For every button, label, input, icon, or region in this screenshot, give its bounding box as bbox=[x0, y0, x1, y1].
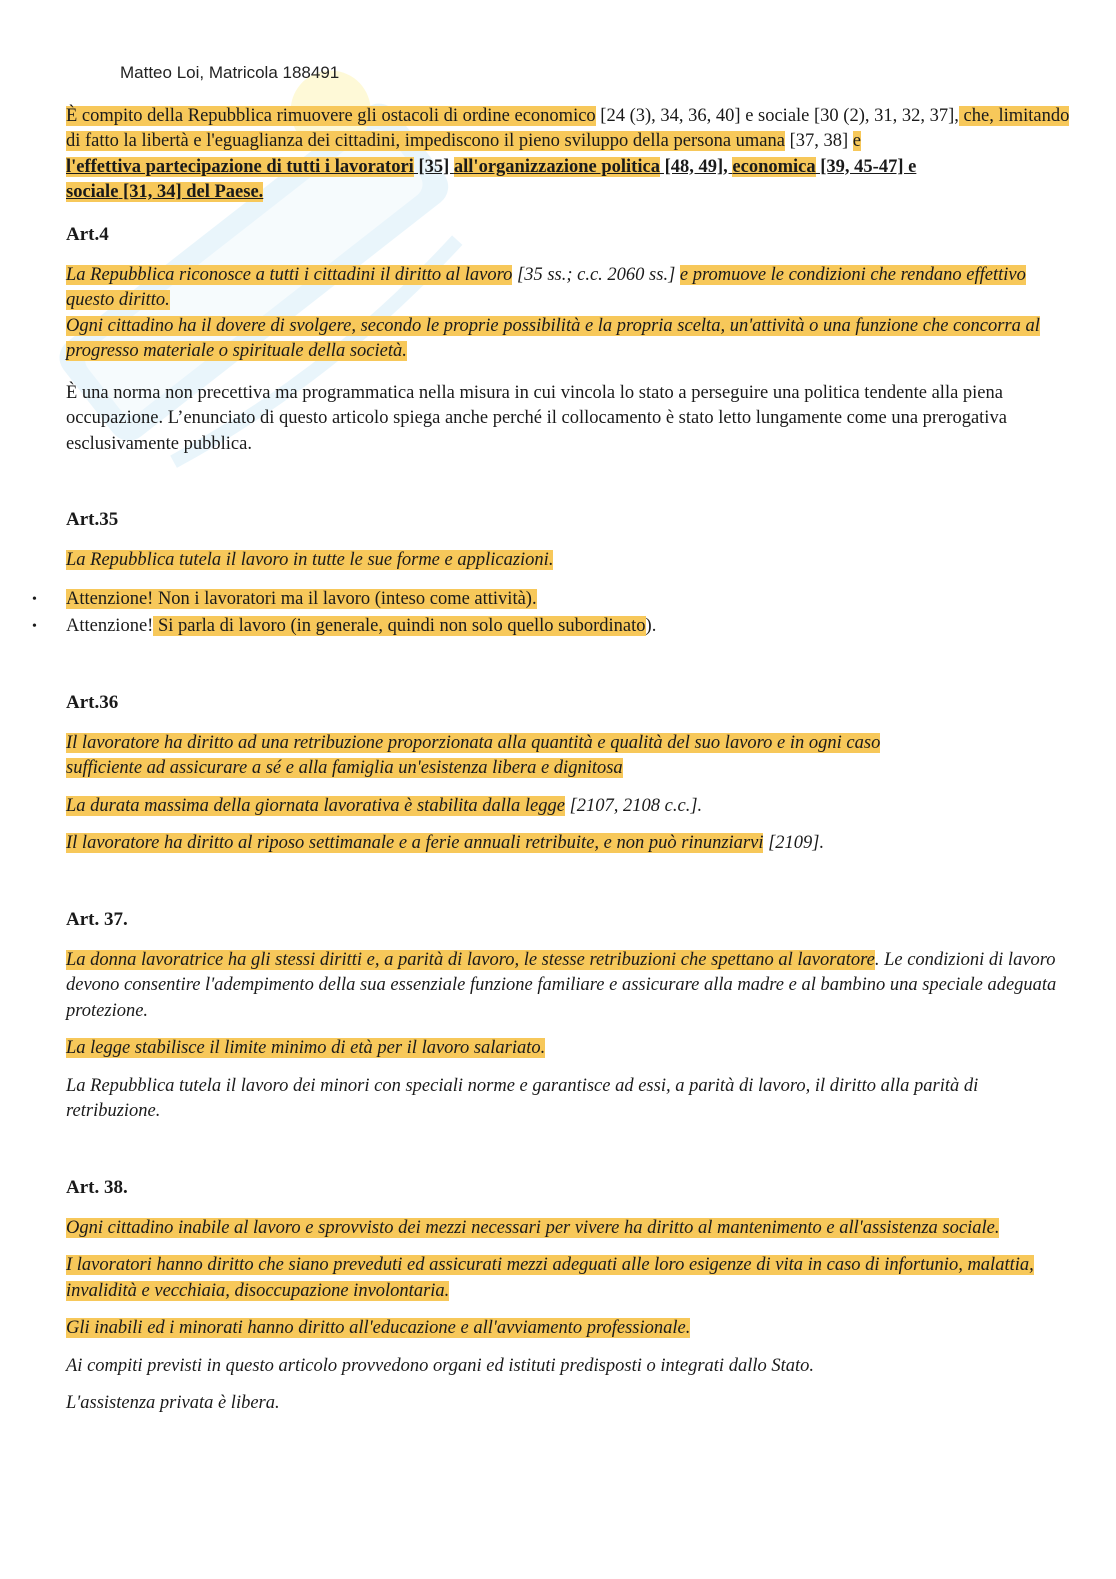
intro-bold-2: all'organizzazione politica bbox=[453, 156, 660, 177]
art38-title: Art. 38. bbox=[66, 1176, 128, 1198]
art36-title: Art.36 bbox=[66, 691, 119, 713]
art36-para-3 bbox=[66, 831, 1074, 857]
art38-para-3 bbox=[66, 1316, 1074, 1342]
art38-text-3: Gli inabili ed i minorati hanno diritto all'educazione e all'avviamento professionale. bbox=[66, 1318, 691, 1338]
art4-text-3: Ogni cittadino ha il dovere di svolgere, secondo le proprie possibilità e la propria scelta, un'attività o una funzione che concorra al progresso materiale o spirituale della società. bbox=[66, 315, 1040, 361]
intro-bold-3: economica bbox=[732, 156, 816, 177]
art4-ref: [35 ss.; c.c. 2060 ss.] bbox=[512, 264, 680, 285]
art38-para-2 bbox=[66, 1253, 1074, 1304]
intro-bold-ref-4: [31, 34] del Paese. bbox=[118, 182, 264, 202]
art4-comment: È una norma non precettiva ma programmatica nella misura in cui vincola lo stato a perseguire una politica tendente alla piena occupazione. L’enunciato di questo articolo spiega anche perché il collocamento è stato letto lungamente come una prerogativa esclusivamente pubblica. bbox=[66, 382, 1007, 454]
art36-ref-2: [2107, 2108 c.c.]. bbox=[564, 795, 703, 816]
intro-paragraph bbox=[66, 104, 1074, 206]
list-item bbox=[66, 613, 1074, 640]
author-header: Matteo Loi, Matricola 188491 bbox=[120, 63, 340, 82]
art35-bullet-2b: Si parla di lavoro (in generale, quindi non solo quello subordinato bbox=[153, 615, 646, 636]
intro-text-2: che, limitando di fatto la libertà e l'eguaglianza dei cittadini, impediscono il pieno sviluppo della persona umana bbox=[66, 105, 1070, 151]
art4-para-2 bbox=[66, 314, 1074, 365]
art36-para-2 bbox=[66, 794, 1074, 820]
art36-text-1: Il lavoratore ha diritto ad una retribuzione proporzionata alla quantità e qualità del suo lavoro e in ogni caso sufficiente ad assicurare a sé e alla famiglia un'esistenza libera e dignitosa bbox=[66, 732, 881, 778]
art37-text-1b: . Le condizioni di lavoro devono consentire l'adempimento della sua essenziale funzione familiare e assicurare alla madre e al bambino una speciale adeguata protezione. bbox=[66, 949, 1057, 1021]
intro-bold-ref-1: [35] bbox=[413, 156, 454, 177]
intro-bold-ref-2: [48, 49], bbox=[659, 156, 733, 177]
art38-text-2: I lavoratori hanno diritto che siano preveduti ed assicurati mezzi adeguati alle loro esigenze di vita in caso di infortunio, malattia, invalidità e vecchiaia, disoccupazione involontaria. bbox=[66, 1255, 1034, 1301]
art4-para-1 bbox=[66, 263, 1074, 314]
intro-ref-2: [37, 38] bbox=[784, 131, 853, 151]
intro-ref-1: [24 (3), 34, 36, 40] e sociale [30 (2), 31, 32, 37], bbox=[595, 105, 959, 126]
intro-text-1: È compito della Repubblica rimuovere gli ostacoli di ordine economico bbox=[66, 105, 596, 126]
art38-text-1: Ogni cittadino inabile al lavoro e sprovvisto dei mezzi necessari per vivere ha diritto al mantenimento e all'assistenza sociale. bbox=[66, 1217, 1000, 1238]
intro-bold-4: sociale bbox=[66, 182, 119, 202]
art37-title: Art. 37. bbox=[66, 908, 128, 930]
art35-bullet-1: Attenzione! Non i lavoratori ma il lavoro (inteso come attività). bbox=[66, 588, 537, 609]
art35-title: Art.35 bbox=[66, 509, 119, 530]
art38-para-1 bbox=[66, 1216, 1074, 1242]
list-item bbox=[66, 586, 1074, 613]
art37-para-2 bbox=[66, 1036, 1074, 1062]
art35-bullet-list bbox=[66, 586, 1074, 640]
art37-para-1 bbox=[66, 948, 1074, 1025]
art38-para-4: Ai compiti previsti in questo articolo provvedono organi ed istituti predisposti o integrati dallo Stato. bbox=[66, 1355, 815, 1376]
art35-bullet-2c: ). bbox=[645, 615, 657, 636]
art4-text-1: La Repubblica riconosce a tutti i cittadini il diritto al lavoro bbox=[66, 264, 513, 285]
art37-para-3: La Repubblica tutela il lavoro dei minori con speciali norme e garantisce ad essi, a parità di lavoro, il diritto alla parità di retribuzione. bbox=[66, 1075, 979, 1121]
art36-para-1 bbox=[66, 731, 936, 782]
document-page bbox=[66, 60, 1074, 1417]
art35-text: La Repubblica tutela il lavoro in tutte le sue forme e applicazioni. bbox=[66, 550, 554, 570]
art36-ref-3: [2109]. bbox=[763, 833, 825, 853]
art36-text-2: La durata massima della giornata lavorativa è stabilita dalla legge bbox=[66, 795, 565, 816]
art35-bullet-2a: Attenzione! bbox=[66, 615, 154, 636]
art4-title: Art.4 bbox=[66, 223, 109, 245]
art37-text-1: La donna lavoratrice ha gli stessi diritti e, a parità di lavoro, le stesse retribuzioni che spettano al lavoratore bbox=[66, 949, 875, 970]
intro-bold-ref-3: [39, 45-47] e bbox=[815, 156, 917, 177]
art36-text-3: Il lavoratore ha diritto al riposo settimanale e a ferie annuali retribuite, e non può rinunziarvi bbox=[66, 833, 764, 853]
intro-bold-1: l'effettiva partecipazione di tutti i lavoratori bbox=[66, 156, 414, 177]
art38-para-5: L'assistenza privata è libera. bbox=[66, 1393, 280, 1413]
intro-text-3: e bbox=[852, 131, 862, 151]
art35-para bbox=[66, 548, 1074, 574]
art4-text-2: e promuove le condizioni che rendano effettivo questo diritto. bbox=[66, 264, 1026, 310]
art37-text-2: La legge stabilisce il limite minimo di età per il lavoro salariato. bbox=[66, 1038, 546, 1058]
